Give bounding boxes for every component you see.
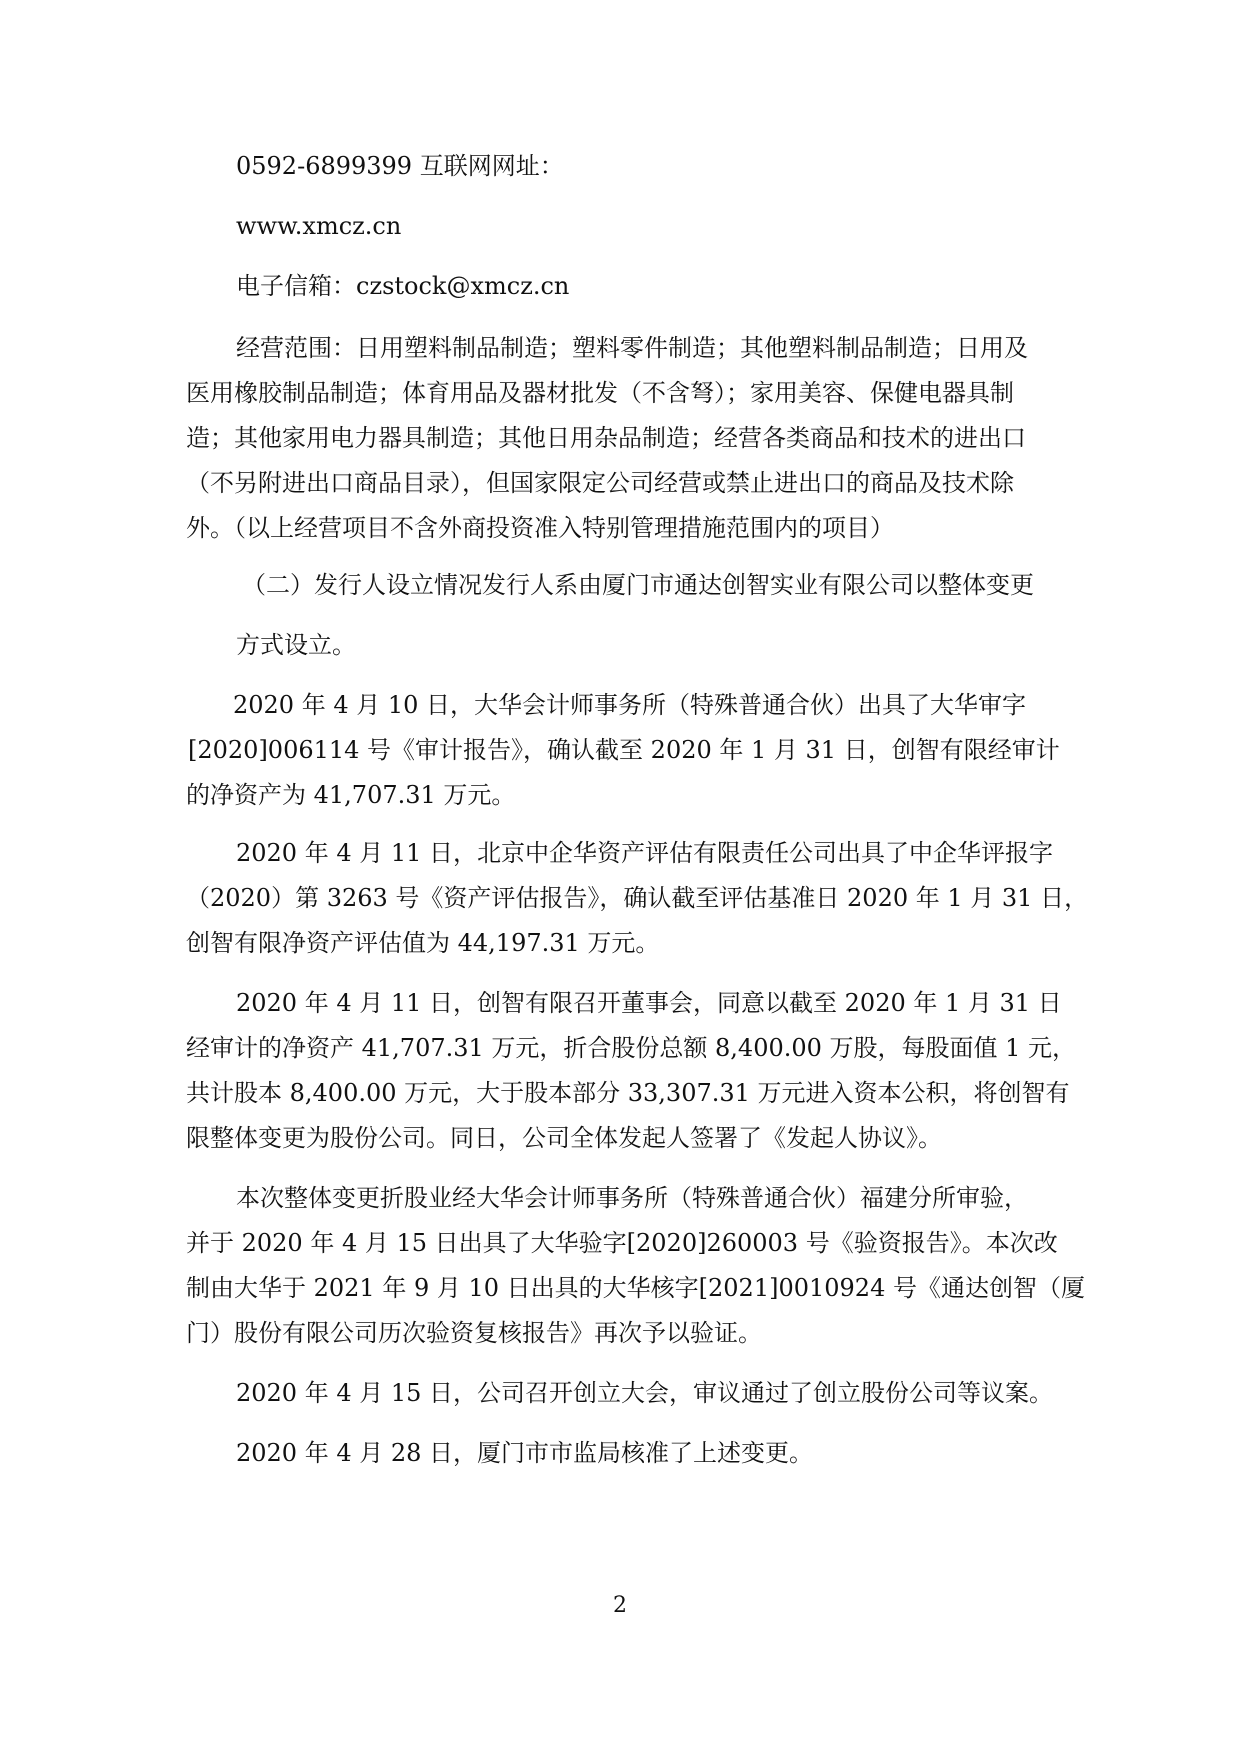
section-heading: （二）发行人设立情况: [242, 571, 482, 599]
paragraph-line: 2020 年 4 月 15 日，公司召开创立大会，审议通过了创立股份公司等议案。: [236, 1379, 1054, 1407]
paragraph-line: 2020 年 4 月 11 日，北京中企华资产评估有限责任公司出具了中企华评报字: [236, 839, 1054, 867]
business-scope-line: 医用橡胶制品制造；体育用品及器材批发（不含弩）；家用美容、保健电器具制: [186, 379, 1014, 407]
business-scope-line: 经营范围：日用塑料制品制造；塑料零件制造；其他塑料制品制造；日用及: [236, 334, 1028, 362]
paragraph-line: 门）股份有限公司历次验资复核报告》再次予以验证。: [186, 1319, 762, 1347]
paragraph-line: （2020）第 3263 号《资产评估报告》，确认截至评估基准日 2020 年 1 月 31 日，: [186, 884, 1089, 912]
paragraph-line: 本次整体变更折股业经大华会计师事务所（特殊普通合伙）福建分所审验，: [236, 1184, 1028, 1212]
section-text: 发行人系由厦门市通达创智实业有限公司以整体变更: [482, 571, 1034, 599]
paragraph-line: [2020]006114 号《审计报告》，确认截至 2020 年 1 月 31 日，创智有限经审计: [188, 736, 1060, 764]
contact-email: 电子信箱：czstock@xmcz.cn: [236, 272, 570, 300]
paragraph-line: 2020 年 4 月 11 日，创智有限召开董事会，同意以截至 2020 年 1 月 31 日: [236, 989, 1062, 1017]
page-number: 2: [613, 1593, 627, 1618]
paragraph-line: 2020 年 4 月 28 日，厦门市市监局核准了上述变更。: [236, 1439, 814, 1467]
section2-line2: 方式设立。: [236, 631, 356, 659]
paragraph-line: 2020 年 4 月 10 日，大华会计师事务所（特殊普通合伙）出具了大华审字: [233, 691, 1027, 719]
paragraph-line: 制由大华于 2021 年 9 月 10 日出具的大华核字[2021]0010924 号《通达创智（厦: [186, 1274, 1085, 1302]
business-scope-line: （不另附进出口商品目录），但国家限定公司经营或禁止进出口的商品及技术除: [186, 469, 1014, 497]
section2-line: [242, 570, 1034, 600]
business-scope-line: 造；其他家用电力器具制造；其他日用杂品制造；经营各类商品和技术的进出口: [186, 424, 1026, 452]
paragraph-line: 经审计的净资产 41,707.31 万元，折合股份总额 8,400.00 万股，每股面值 1 元，: [186, 1034, 1077, 1062]
contact-website: www.xmcz.cn: [236, 212, 402, 240]
paragraph-line: 创智有限净资产评估值为 44,197.31 万元。: [186, 929, 660, 957]
paragraph-line: 限整体变更为股份公司。同日，公司全体发起人签署了《发起人协议》。: [186, 1124, 942, 1152]
contact-phone: 0592-6899399 互联网网址：: [236, 152, 564, 180]
paragraph-line: 的净资产为 41,707.31 万元。: [186, 781, 516, 809]
paragraph-line: 并于 2020 年 4 月 15 日出具了大华验字[2020]260003 号《验资报告》。本次改: [186, 1229, 1058, 1257]
paragraph-line: 共计股本 8,400.00 万元，大于股本部分 33,307.31 万元进入资本公积，将创智有: [186, 1079, 1070, 1107]
business-scope-line: 外。（以上经营项目不含外商投资准入特别管理措施范围内的项目）: [186, 514, 894, 542]
